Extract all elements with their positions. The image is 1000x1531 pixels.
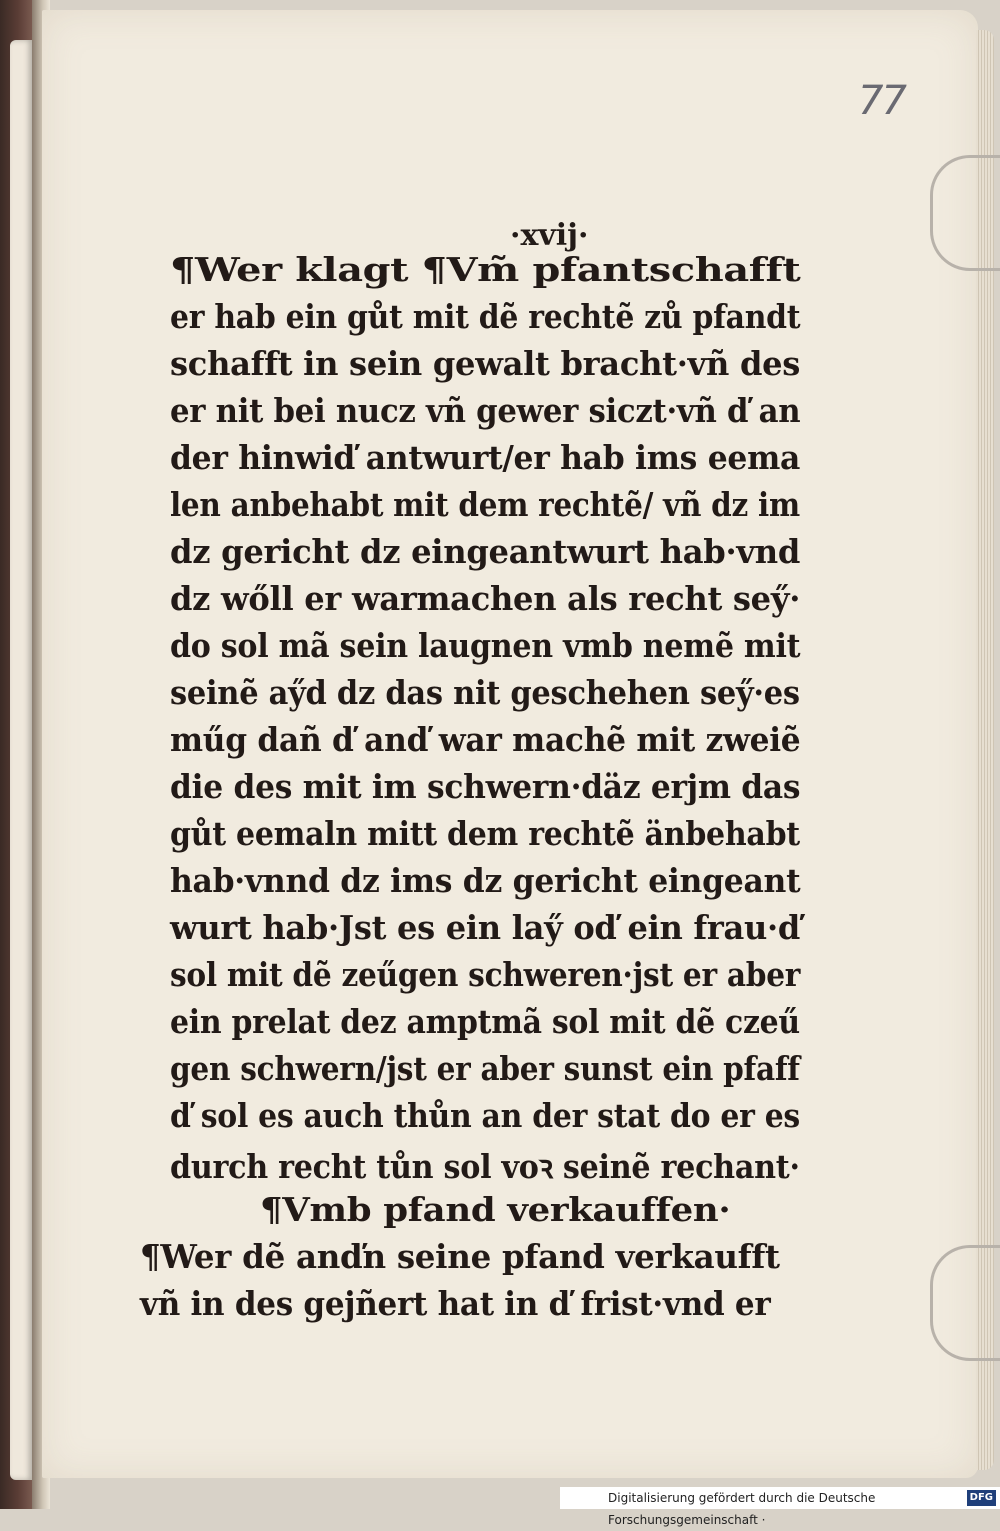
text-line: der hinwiď antwurt/er hab ims eema (170, 438, 801, 477)
facing-page-glyph (12, 643, 30, 665)
facing-page-glyph (12, 1160, 30, 1182)
text-line: durch recht tůn sol voꝛ seinẽ rechant· (170, 1147, 800, 1186)
digitization-credit-bar (560, 1487, 1000, 1527)
facing-page-glyph (12, 596, 30, 618)
text-line: sol mit dẽ zeűgen schweren·jst er aber (170, 955, 801, 994)
paper-clip-top-icon (930, 155, 1000, 271)
facing-page-glyph (12, 267, 30, 289)
facing-page-glyph (12, 549, 30, 571)
facing-page-glyph (12, 1066, 30, 1088)
text-line: gůt eemaln mitt dem rechtẽ änbehabt (170, 814, 800, 853)
facing-page-glyph (12, 361, 30, 383)
digitization-credit: Digitalisierung gefördert durch die Deutsche Forschungsgemeinschaft · (608, 1491, 876, 1527)
facing-page-glyph (12, 1395, 30, 1417)
running-head: ·xvij· (510, 218, 589, 253)
text-line: műg dañ ď anď war machẽ mit zweiẽ (170, 720, 801, 759)
facing-page-glyph (12, 1348, 30, 1370)
folio-number: 77 (858, 78, 905, 124)
text-line: ď sol es auch thůn an der stat do er es (170, 1096, 800, 1135)
facing-page-glyph (12, 831, 30, 853)
facing-page-glyph (12, 1254, 30, 1276)
text-line: ¶Wer klagt ¶Vm̃ pfantschafft (170, 250, 801, 289)
facing-page-glyph (12, 1113, 30, 1135)
text-line: hab·vnnd dz ims dz gericht eingeant (170, 861, 801, 900)
facing-page-glyph (12, 408, 30, 430)
text-line: ¶Vmb pfand verkauffen· (260, 1190, 731, 1229)
facing-page-edge (10, 40, 32, 1480)
text-line: schafft in sein gewalt bracht·vñ des (170, 344, 801, 383)
text-line: dz wőll er warmachen als recht sey̋· (170, 579, 801, 618)
facing-page-glyph (12, 737, 30, 759)
dfg-logo: DFG (967, 1490, 996, 1506)
text-line: len anbehabt mit dem rechtẽ/ vñ dz im (170, 485, 800, 524)
paper-clip-bottom-icon (930, 1245, 1000, 1361)
facing-page-glyph (12, 1301, 30, 1323)
facing-page-glyph (12, 1442, 30, 1464)
text-line: do sol mã sein laugnen vmb nemẽ mit (170, 626, 801, 665)
facing-page-glyph (12, 972, 30, 994)
text-line: wurt hab·Jst es ein lay̋ oď ein frau·ď (170, 908, 801, 947)
text-line: dz gericht dz eingeantwurt hab·vnd (170, 532, 801, 571)
text-line: gen schwern/jst er aber sunst ein pfaff (170, 1049, 800, 1088)
text-line: vñ in des gejñert hat in ď frist·vnd er (140, 1284, 771, 1323)
facing-page-glyph (12, 1207, 30, 1229)
facing-page-glyph (12, 784, 30, 806)
facing-page-glyph (12, 502, 30, 524)
text-line: die des mit im schwern·däz erjm das (170, 767, 801, 806)
text-line: ¶Wer dẽ anďn seine pfand verkaufft (140, 1237, 780, 1276)
facing-page-glyph (12, 925, 30, 947)
text-line: er hab ein gůt mit dẽ rechtẽ zů pfandt (170, 297, 801, 336)
text-line: ein prelat dez amptmã sol mit dẽ czeű (170, 1002, 800, 1041)
text-line: er nit bei nucz vñ gewer siczt·vñ ď an (170, 391, 801, 430)
text-line: seinẽ ay̋d dz das nit geschehen sey̋·es (170, 673, 800, 712)
facing-page-glyph (12, 455, 30, 477)
facing-page-glyph (12, 878, 30, 900)
facing-page-glyph (12, 314, 30, 336)
facing-page-glyph (12, 220, 30, 242)
facing-page-glyph (12, 690, 30, 712)
facing-page-glyph (12, 1019, 30, 1041)
